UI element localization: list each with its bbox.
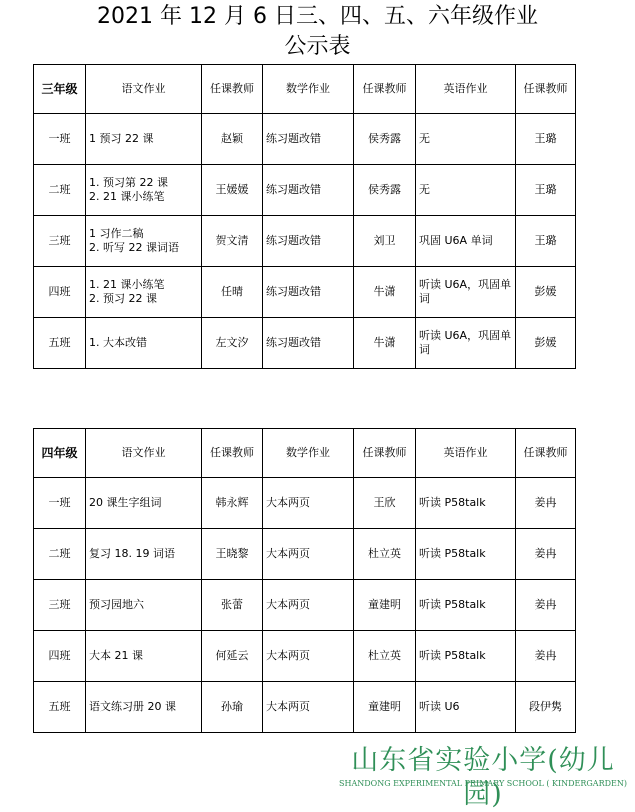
table-row [34,216,576,267]
chinese-teacher: 韩永辉 [202,478,263,529]
math-homework: 练习题改错 [263,216,354,267]
header-chinese-teacher: 任课教师 [202,429,263,478]
chinese-homework-line: 1. 大本改错 [89,336,147,349]
english-teacher: 王璐 [516,114,576,165]
chinese-teacher: 左文汐 [202,318,263,369]
english-homework: 听读 P58talk [416,631,516,682]
class-name: 三班 [34,580,86,631]
header-math: 数学作业 [263,429,354,478]
chinese-homework [86,580,202,631]
header-chinese: 语文作业 [86,65,202,114]
table-row [34,114,576,165]
chinese-teacher: 王媛媛 [202,165,263,216]
math-homework: 大本两页 [263,682,354,733]
header-row [34,429,576,478]
class-name: 四班 [34,631,86,682]
math-teacher: 刘卫 [354,216,416,267]
page-subtitle: 公示表 [284,34,351,59]
math-teacher: 童建明 [354,682,416,733]
english-teacher: 彭媛 [516,318,576,369]
english-homework: 听读 P58talk [416,580,516,631]
table-row [34,631,576,682]
chinese-homework-line: 1. 预习第 22 课 [89,176,168,189]
table-row [34,267,576,318]
header-math: 数学作业 [263,65,354,114]
math-teacher: 童建明 [354,580,416,631]
math-homework: 练习题改错 [263,165,354,216]
math-homework: 大本两页 [263,478,354,529]
chinese-homework-line: 20 课生字组词 [89,496,162,509]
grade4-rows [34,478,576,733]
class-name: 一班 [34,114,86,165]
math-homework: 练习题改错 [263,318,354,369]
english-teacher: 姜冉 [516,529,576,580]
table-row [34,478,576,529]
chinese-teacher: 赵颖 [202,114,263,165]
chinese-homework-line: 预习园地六 [89,598,144,611]
math-teacher: 杜立英 [354,529,416,580]
english-homework: 无 [416,165,516,216]
chinese-homework [86,165,202,216]
school-logo-subtext: SHANDONG EXPERIMENTAL PRIMARY SCHOOL ( KINDERGARDEN) [339,779,627,788]
english-teacher: 姜冉 [516,478,576,529]
class-name: 二班 [34,165,86,216]
english-homework: 听读 U6 [416,682,516,733]
math-teacher: 侯秀露 [354,165,416,216]
chinese-teacher: 任晴 [202,267,263,318]
chinese-homework [86,318,202,369]
grade-label: 三年级 [34,65,86,114]
english-homework: 听读 U6A，巩固单词 [416,318,516,369]
grade3-rows [34,114,576,369]
header-chinese-teacher: 任课教师 [202,65,263,114]
english-homework: 听读 U6A，巩固单词 [416,267,516,318]
chinese-homework-line: 1. 21 课小练笔 [89,278,165,291]
header-row [34,65,576,114]
table-row [34,682,576,733]
chinese-homework [86,529,202,580]
math-teacher: 侯秀露 [354,114,416,165]
class-name: 二班 [34,529,86,580]
chinese-homework [86,114,202,165]
english-teacher: 王璐 [516,216,576,267]
math-homework: 大本两页 [263,631,354,682]
english-teacher: 彭媛 [516,267,576,318]
english-teacher: 姜冉 [516,631,576,682]
chinese-homework-line: 大本 21 课 [89,649,143,662]
chinese-teacher: 孙瑜 [202,682,263,733]
class-name: 一班 [34,478,86,529]
header-english-teacher: 任课教师 [516,429,576,478]
school-logo-text: 山东省实验小学(幼儿园) [351,745,615,810]
class-name: 四班 [34,267,86,318]
chinese-homework [86,682,202,733]
math-homework: 练习题改错 [263,267,354,318]
chinese-teacher: 张蕾 [202,580,263,631]
chinese-homework-line: 1 预习 22 课 [89,132,154,145]
math-teacher: 王欣 [354,478,416,529]
header-math-teacher: 任课教师 [354,65,416,114]
class-name: 三班 [34,216,86,267]
chinese-homework-line: 复习 18. 19 词语 [89,547,175,560]
math-homework: 大本两页 [263,529,354,580]
math-homework: 大本两页 [263,580,354,631]
chinese-homework [86,478,202,529]
chinese-teacher: 贺文清 [202,216,263,267]
english-teacher: 姜冉 [516,580,576,631]
header-english: 英语作业 [416,65,516,114]
header-math-teacher: 任课教师 [354,429,416,478]
header-chinese: 语文作业 [86,429,202,478]
class-name: 五班 [34,682,86,733]
english-teacher: 王璐 [516,165,576,216]
table-row [34,580,576,631]
chinese-homework [86,216,202,267]
math-teacher: 牛潇 [354,318,416,369]
chinese-homework [86,267,202,318]
table-row [34,529,576,580]
math-teacher: 杜立英 [354,631,416,682]
chinese-teacher: 何延云 [202,631,263,682]
english-homework: 巩固 U6A 单词 [416,216,516,267]
english-teacher: 段伊隽 [516,682,576,733]
grade4-table [33,428,576,733]
table-row [34,318,576,369]
math-teacher: 牛潇 [354,267,416,318]
math-homework: 练习题改错 [263,114,354,165]
chinese-homework-line: 2. 听写 22 课词语 [89,241,179,254]
chinese-homework [86,631,202,682]
chinese-teacher: 王晓黎 [202,529,263,580]
page-title: 2021 年 12 月 6 日三、四、五、六年级作业 [97,4,538,29]
grade3-table [33,64,576,369]
english-homework: 听读 P58talk [416,529,516,580]
chinese-homework-line: 语文练习册 20 课 [89,700,176,713]
header-english-teacher: 任课教师 [516,65,576,114]
class-name: 五班 [34,318,86,369]
chinese-homework-line: 2. 21 课小练笔 [89,190,165,203]
table-row [34,165,576,216]
chinese-homework-line: 2. 预习 22 课 [89,292,157,305]
chinese-homework-line: 1 习作二稿 [89,227,144,240]
header-english: 英语作业 [416,429,516,478]
grade-label: 四年级 [34,429,86,478]
english-homework: 听读 P58talk [416,478,516,529]
english-homework: 无 [416,114,516,165]
